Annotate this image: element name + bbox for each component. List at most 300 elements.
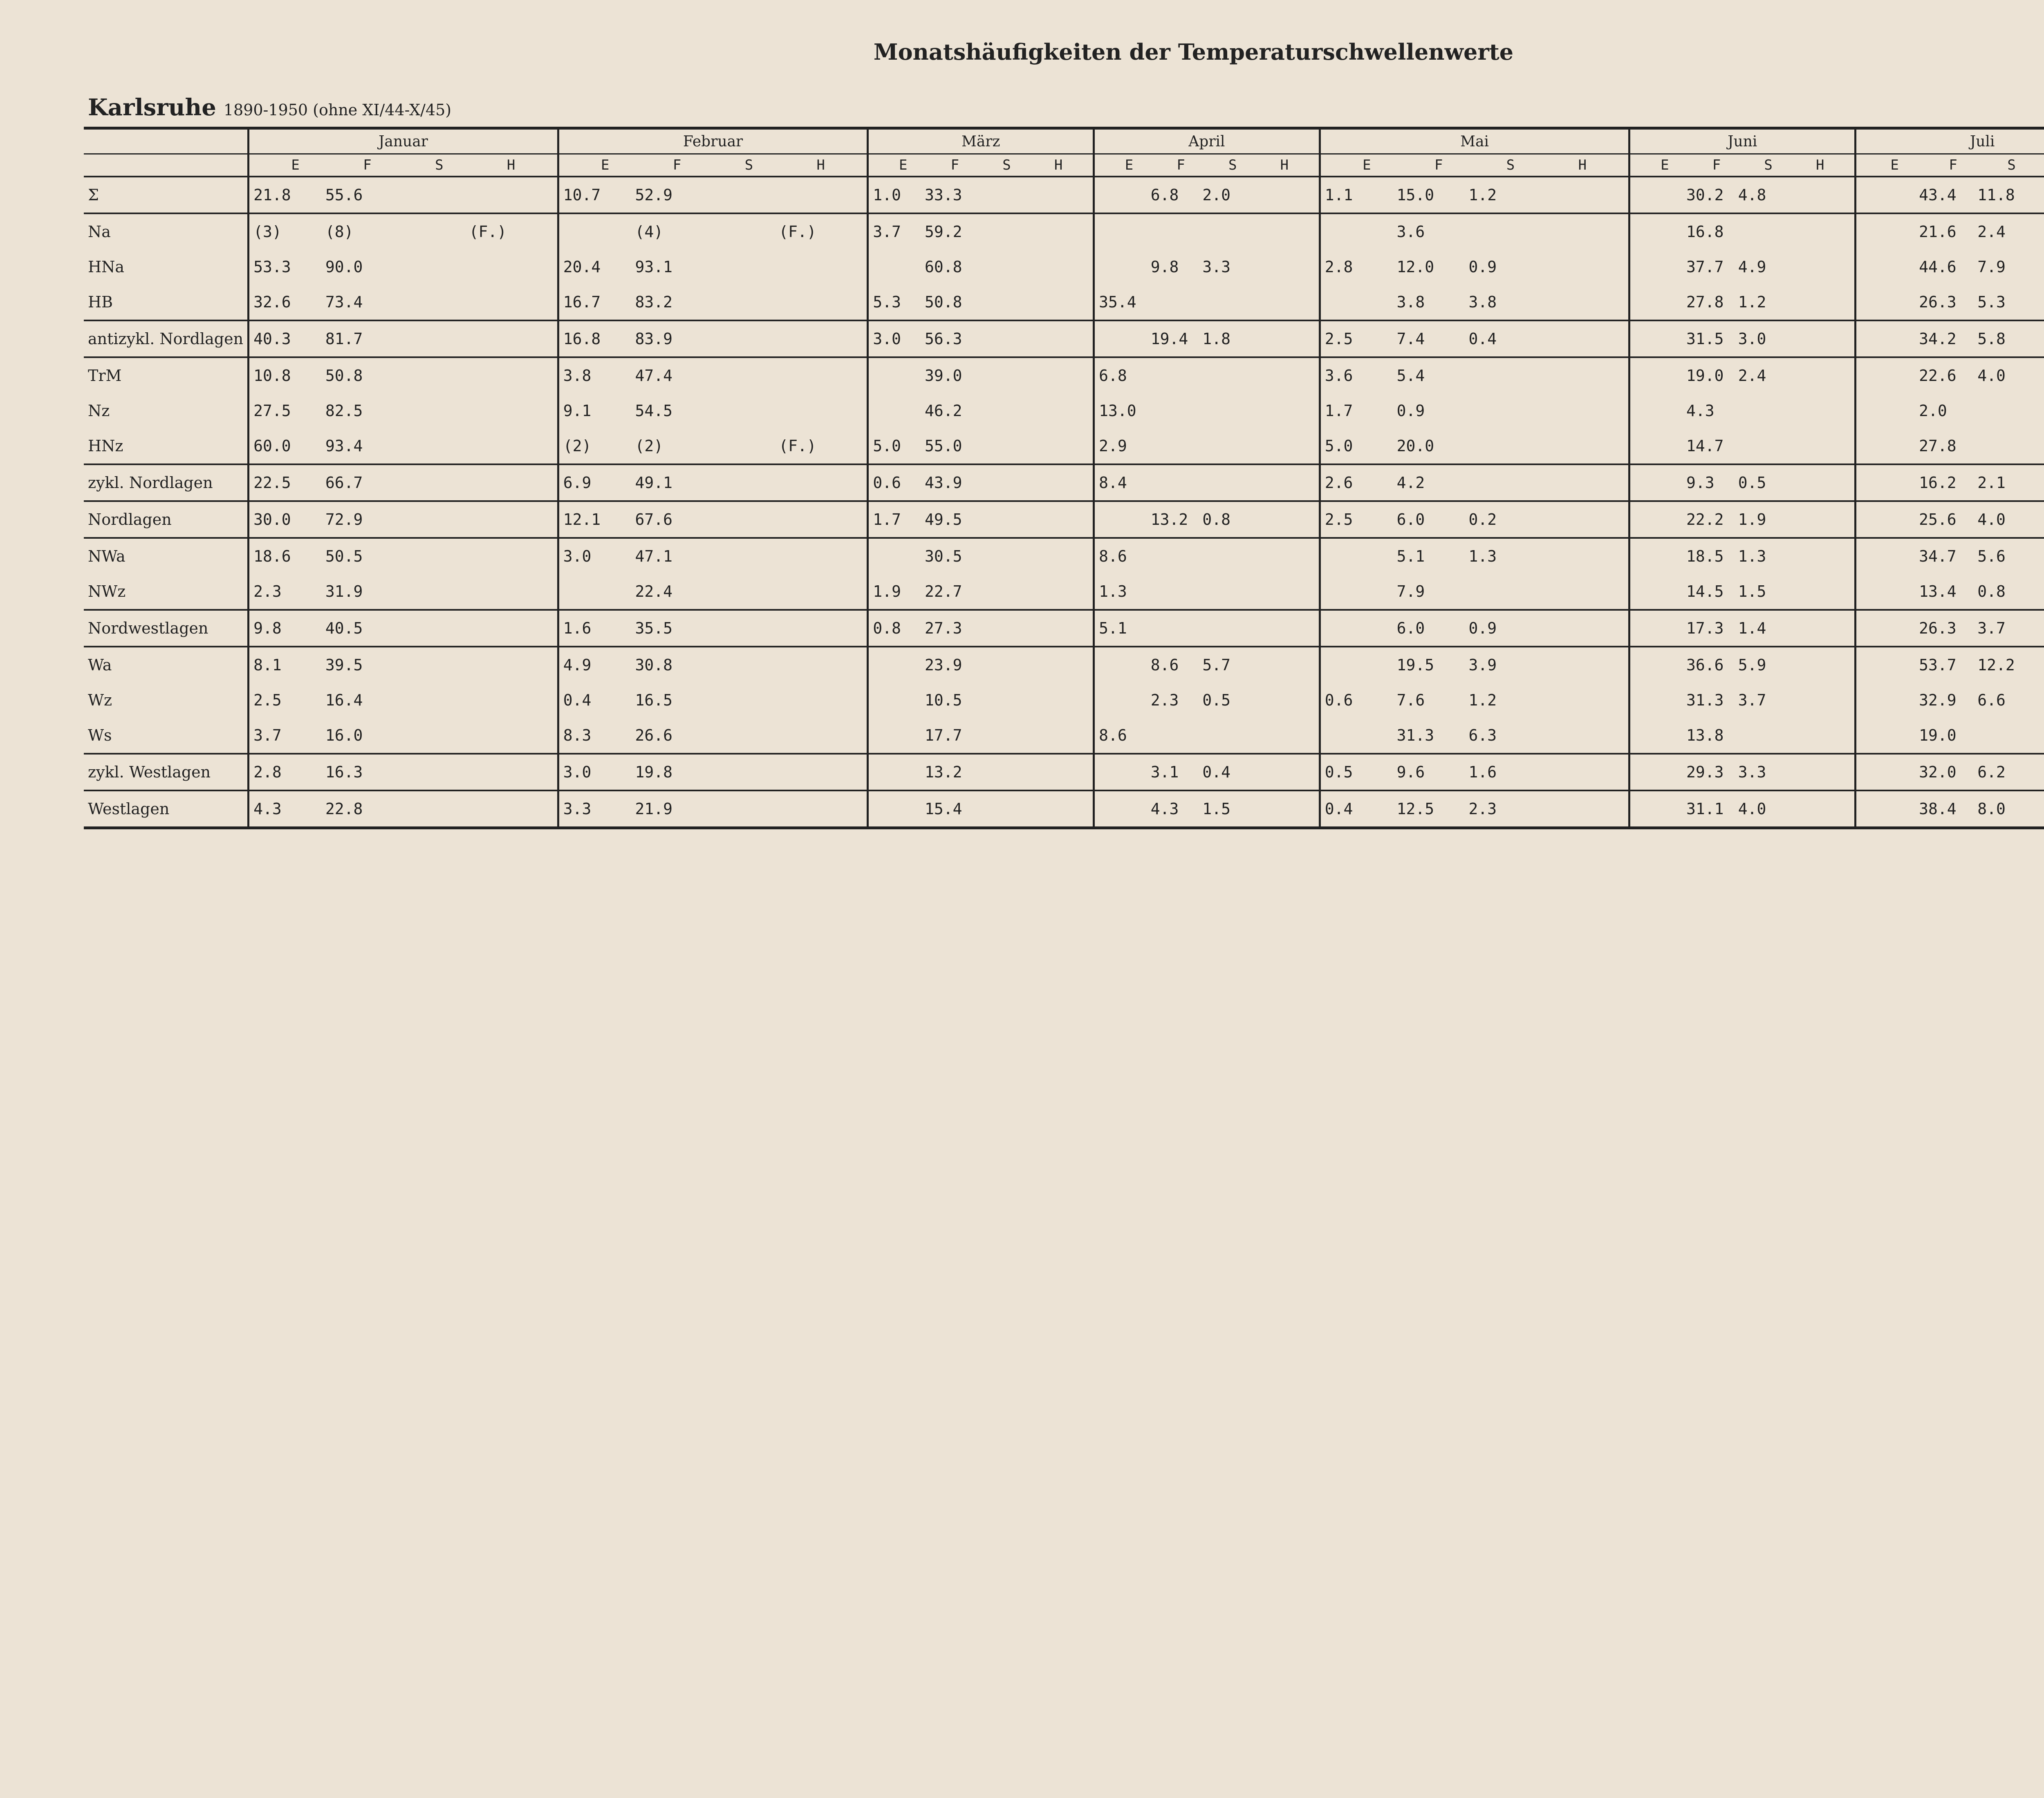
cell-value: 32.6 [253, 293, 291, 311]
table-row [84, 284, 2044, 320]
cell-value: 67.6 [635, 511, 673, 528]
cell-value: 29.3 [1686, 763, 1724, 781]
cell-value: 0.8 [873, 619, 901, 637]
subcolumn-label: H [1815, 157, 1824, 173]
cell-value: 22.8 [325, 800, 363, 818]
month-cell [868, 249, 1094, 284]
cell-value: 3.0 [873, 330, 901, 348]
month-cell [1320, 428, 1629, 464]
cell-value: 1.5 [1738, 582, 1766, 600]
month-cell [558, 357, 868, 393]
cell-value: 5.6 [1977, 547, 2006, 565]
cell-value: 0.9 [1468, 258, 1497, 276]
cell-value: (4) [635, 223, 663, 241]
cell-value: 8.6 [1099, 726, 1127, 744]
subcolumn-label: F [672, 157, 681, 173]
cell-value: 16.0 [325, 726, 363, 744]
station-name: Karlsruhe [88, 94, 216, 121]
cell-value: 3.7 [1977, 619, 2006, 637]
cell-value: (F.) [469, 223, 507, 241]
cell-value: 22.7 [924, 582, 962, 600]
row-label: HB [88, 293, 113, 311]
table-row [84, 574, 2044, 610]
month-cell [1320, 320, 1629, 357]
table-row [84, 501, 2044, 538]
cell-value: 10.7 [563, 186, 601, 204]
cell-value: 3.8 [1468, 293, 1497, 311]
cell-value: 0.8 [1977, 582, 2006, 600]
row-label: antizykl. Nordlagen [84, 320, 249, 357]
month-cell [1094, 213, 1320, 249]
row-label: Nordlagen [84, 501, 249, 538]
month-cell [1629, 790, 1856, 828]
table-row [84, 790, 2044, 828]
subcolumn-header-group [1856, 154, 2044, 177]
cell-value: 40.3 [253, 330, 291, 348]
cell-value: 2.8 [253, 763, 282, 781]
cell-value: 6.9 [563, 474, 592, 492]
cell-value: 27.8 [1919, 437, 1957, 455]
month-cell [558, 177, 868, 213]
cell-value: 56.3 [924, 330, 962, 348]
subcolumn-label: S [1228, 157, 1237, 173]
month-cell [558, 574, 868, 610]
month-cell [249, 610, 558, 647]
month-cell [249, 213, 558, 249]
row-label: Σ [84, 177, 249, 213]
cell-value: 5.1 [1099, 619, 1127, 637]
cell-value: 2.0 [1919, 402, 1947, 420]
month-cell [1856, 538, 2044, 574]
cell-value: 18.5 [1686, 547, 1724, 565]
cell-value: 5.1 [1396, 547, 1425, 565]
cell-value: 12.2 [1977, 656, 2015, 674]
cell-value: 4.3 [253, 800, 282, 818]
month-cell [868, 538, 1094, 574]
month-header: Februar [558, 128, 868, 154]
cell-value: 33.3 [924, 186, 962, 204]
row-label: Westlagen [84, 790, 249, 828]
month-cell [868, 464, 1094, 501]
row-label: NWz [88, 582, 126, 600]
table-row [84, 428, 2044, 464]
month-cell [249, 357, 558, 393]
table-row [84, 320, 2044, 357]
cell-value: 12.5 [1396, 800, 1434, 818]
month-cell [558, 428, 868, 464]
month-cell [1856, 790, 2044, 828]
cell-value: 6.8 [1099, 367, 1127, 385]
cell-value: 2.6 [1325, 474, 1353, 492]
cell-value: 2.3 [1150, 691, 1179, 709]
cell-value: 72.9 [325, 511, 363, 528]
month-header-row [84, 128, 2044, 154]
cell-value: 49.1 [635, 474, 673, 492]
cell-value: 38.4 [1919, 800, 1957, 818]
month-cell [1094, 284, 1320, 320]
month-cell [558, 647, 868, 683]
cell-value: 22.6 [1919, 367, 1957, 385]
table-row [84, 177, 2044, 213]
cell-value: 83.9 [635, 330, 673, 348]
subcolumn-label: S [435, 157, 444, 173]
row-label: Ws [88, 726, 112, 744]
cell-value: 16.3 [325, 763, 363, 781]
month-cell [249, 754, 558, 790]
subcolumn-label: S [1002, 157, 1011, 173]
cell-value: 3.0 [563, 763, 592, 781]
cell-value: 0.6 [873, 474, 901, 492]
cell-value: 16.8 [1686, 223, 1724, 241]
month-cell [249, 538, 558, 574]
subcolumn-header-group [1094, 154, 1320, 177]
subcolumn-label: H [507, 157, 515, 173]
month-cell [1320, 718, 1629, 754]
cell-value: 9.1 [563, 402, 592, 420]
month-cell [1856, 464, 2044, 501]
cell-value: 4.0 [1977, 511, 2006, 528]
month-cell [1320, 284, 1629, 320]
cell-value: 5.0 [1325, 437, 1353, 455]
cell-value: 66.7 [325, 474, 363, 492]
month-cell [868, 754, 1094, 790]
cell-value: 59.2 [924, 223, 962, 241]
month-cell [1856, 213, 2044, 249]
month-cell [1094, 428, 1320, 464]
month-cell [1094, 790, 1320, 828]
cell-value: 3.7 [253, 726, 282, 744]
month-cell [868, 428, 1094, 464]
month-cell [558, 320, 868, 357]
table-body [84, 177, 2044, 828]
month-cell [868, 610, 1094, 647]
month-cell [1094, 754, 1320, 790]
table-row [84, 718, 2044, 754]
cell-value: 50.8 [924, 293, 962, 311]
month-cell [249, 574, 558, 610]
cell-value: 1.8 [1202, 330, 1230, 348]
cell-value: 0.6 [1325, 691, 1353, 709]
cell-value: 27.3 [924, 619, 962, 637]
cell-value: 2.5 [253, 691, 282, 709]
cell-value: 0.5 [1202, 691, 1230, 709]
month-cell [1629, 610, 1856, 647]
month-cell [1629, 320, 1856, 357]
cell-value: 19.5 [1396, 656, 1434, 674]
cell-value: 1.2 [1738, 293, 1766, 311]
cell-value: 31.3 [1396, 726, 1434, 744]
month-cell [1094, 464, 1320, 501]
cell-value: 13.0 [1099, 402, 1136, 420]
cell-value: 3.9 [1468, 656, 1497, 674]
subcolumn-label: F [1949, 157, 1957, 173]
month-cell [1320, 501, 1629, 538]
cell-value: 81.7 [325, 330, 363, 348]
cell-value: 26.3 [1919, 619, 1957, 637]
month-cell [558, 538, 868, 574]
month-cell [1629, 213, 1856, 249]
cell-value: 5.0 [873, 437, 901, 455]
subcolumn-header-group [1629, 154, 1856, 177]
subcolumn-label: F [363, 157, 372, 173]
cell-value: 17.7 [924, 726, 962, 744]
cell-value: 49.5 [924, 511, 962, 528]
cell-value: 2.9 [1099, 437, 1127, 455]
row-label: zykl. Nordlagen [84, 464, 249, 501]
month-cell [1094, 357, 1320, 393]
subcolumn-label: S [1506, 157, 1515, 173]
month-cell [1856, 249, 2044, 284]
subcolumn-label: H [1578, 157, 1587, 173]
month-cell [558, 718, 868, 754]
cell-value: 8.4 [1099, 474, 1127, 492]
cell-value: 0.9 [1396, 402, 1425, 420]
cell-value: 3.6 [1396, 223, 1425, 241]
cell-value: 0.4 [1202, 763, 1230, 781]
subcolumn-label: F [1434, 157, 1443, 173]
station-heading-left [88, 94, 451, 121]
subcolumn-label: F [950, 157, 959, 173]
month-cell [1320, 754, 1629, 790]
month-cell [868, 393, 1094, 428]
cell-value: 7.4 [1396, 330, 1425, 348]
month-cell [1094, 647, 1320, 683]
subcolumn-label: F [1177, 157, 1185, 173]
subcolumn-label: E [899, 157, 908, 173]
subcolumn-header-group [558, 154, 868, 177]
cell-value: 82.5 [325, 402, 363, 420]
cell-value: 0.2 [1468, 511, 1497, 528]
cell-value: 5.9 [1738, 656, 1766, 674]
subcolumn-header-group [868, 154, 1094, 177]
month-cell [1856, 393, 2044, 428]
cell-value: 3.3 [1738, 763, 1766, 781]
cell-value: 32.0 [1919, 763, 1957, 781]
month-cell [868, 213, 1094, 249]
cell-value: 5.7 [1202, 656, 1230, 674]
month-cell [249, 718, 558, 754]
month-cell [249, 501, 558, 538]
cell-value: 2.4 [1977, 223, 2006, 241]
cell-value: 9.3 [1686, 474, 1715, 492]
cell-value: 26.3 [1919, 293, 1957, 311]
cell-value: 8.6 [1099, 547, 1127, 565]
table-row [84, 357, 2044, 393]
cell-value: 50.5 [325, 547, 363, 565]
month-cell [1320, 647, 1629, 683]
cell-value: 16.4 [325, 691, 363, 709]
month-cell [1320, 610, 1629, 647]
frequency-table [84, 127, 2044, 829]
cell-value: 34.2 [1919, 330, 1957, 348]
cell-value: 13.2 [924, 763, 962, 781]
cell-value: 22.5 [253, 474, 291, 492]
month-cell [1094, 718, 1320, 754]
month-cell [1320, 683, 1629, 718]
month-cell [249, 647, 558, 683]
cell-value: 0.9 [1468, 619, 1497, 637]
subcolumn-header-row [84, 154, 2044, 177]
cell-value: 21.9 [635, 800, 673, 818]
cell-value: 2.1 [1977, 474, 2006, 492]
month-cell [1629, 574, 1856, 610]
cell-value: 1.6 [563, 619, 592, 637]
cell-value: 25.6 [1919, 511, 1957, 528]
month-cell [249, 683, 558, 718]
cell-value: 31.9 [325, 582, 363, 600]
month-cell [249, 284, 558, 320]
table-row [84, 647, 2044, 683]
cell-value: 4.3 [1150, 800, 1179, 818]
cell-value: 39.0 [924, 367, 962, 385]
month-cell [1094, 538, 1320, 574]
row-label: HNz [88, 437, 123, 455]
cell-value: 0.5 [1738, 474, 1766, 492]
month-cell [868, 647, 1094, 683]
cell-value: 22.2 [1686, 511, 1724, 528]
cell-value: 4.8 [1738, 186, 1766, 204]
month-cell [1856, 718, 2044, 754]
cell-value: (2) [563, 437, 592, 455]
cell-value: 1.2 [1468, 691, 1497, 709]
table-row [84, 213, 2044, 249]
table-row [84, 393, 2044, 428]
month-cell [1320, 464, 1629, 501]
subcolumn-label: H [1054, 157, 1063, 173]
cell-value: 55.6 [325, 186, 363, 204]
month-cell [558, 393, 868, 428]
cell-value: 1.5 [1202, 800, 1230, 818]
cell-value: 23.9 [924, 656, 962, 674]
cell-value: 12.1 [563, 511, 601, 528]
month-cell [1320, 574, 1629, 610]
cell-value: 6.6 [1977, 691, 2006, 709]
cell-value: 5.3 [1977, 293, 2006, 311]
subcolumn-label: E [601, 157, 610, 173]
month-cell [1629, 284, 1856, 320]
month-cell [558, 683, 868, 718]
subcolumn-label: E [1363, 157, 1371, 173]
cell-value: 30.8 [635, 656, 673, 674]
cell-value: 26.6 [635, 726, 673, 744]
cell-value: 37.7 [1686, 258, 1724, 276]
cell-value: 19.8 [635, 763, 673, 781]
cell-value: 53.7 [1919, 656, 1957, 674]
row-label: Na [84, 213, 249, 249]
month-cell [558, 754, 868, 790]
cell-value: 8.0 [1977, 800, 2006, 818]
month-header: März [868, 128, 1094, 154]
month-header: Mai [1320, 128, 1629, 154]
month-cell [1856, 754, 2044, 790]
cell-value: 0.4 [1468, 330, 1497, 348]
cell-value: 13.8 [1686, 726, 1724, 744]
cell-value: 3.0 [563, 547, 592, 565]
month-cell [1094, 249, 1320, 284]
cell-value: 14.5 [1686, 582, 1724, 600]
cell-value: (8) [325, 223, 354, 241]
cell-value: 9.8 [1150, 258, 1179, 276]
cell-value: 54.5 [635, 402, 673, 420]
cell-value: 6.2 [1977, 763, 2006, 781]
cell-value: 1.1 [1325, 186, 1353, 204]
cell-value: 20.0 [1396, 437, 1434, 455]
cell-value: 10.8 [253, 367, 291, 385]
month-cell [558, 284, 868, 320]
cell-value: 3.7 [1738, 691, 1766, 709]
month-cell [1856, 574, 2044, 610]
cell-value: 5.3 [873, 293, 901, 311]
cell-value: 9.8 [253, 619, 282, 637]
cell-value: 35.4 [1099, 293, 1136, 311]
cell-value: 14.7 [1686, 437, 1724, 455]
month-cell [1856, 683, 2044, 718]
table-row [84, 538, 2044, 574]
cell-value: 16.8 [563, 330, 601, 348]
month-cell [249, 320, 558, 357]
cell-value: 32.9 [1919, 691, 1957, 709]
cell-value: 43.9 [924, 474, 962, 492]
table-row [84, 249, 2044, 284]
cell-value: 34.7 [1919, 547, 1957, 565]
cell-value: 8.3 [563, 726, 592, 744]
month-cell [1856, 284, 2044, 320]
cell-value: 13.4 [1919, 582, 1957, 600]
cell-value: 31.5 [1686, 330, 1724, 348]
month-cell [1629, 464, 1856, 501]
cell-value: 83.2 [635, 293, 673, 311]
month-cell [1320, 249, 1629, 284]
cell-value: 15.4 [924, 800, 962, 818]
cell-value: 1.0 [873, 186, 901, 204]
month-cell [868, 320, 1094, 357]
month-cell [1629, 501, 1856, 538]
month-cell [868, 284, 1094, 320]
cell-value: 4.9 [563, 656, 592, 674]
month-cell [558, 610, 868, 647]
month-cell [1094, 393, 1320, 428]
month-cell [249, 177, 558, 213]
cell-value: 50.8 [325, 367, 363, 385]
month-cell [1629, 177, 1856, 213]
cell-value: 39.5 [325, 656, 363, 674]
cell-value: 2.4 [1738, 367, 1766, 385]
cell-value: 3.7 [873, 223, 901, 241]
month-cell [1094, 683, 1320, 718]
month-cell [249, 393, 558, 428]
cell-value: 52.9 [635, 186, 673, 204]
cell-value: 30.5 [924, 547, 962, 565]
month-cell [1629, 718, 1856, 754]
subcolumn-label: E [1890, 157, 1899, 173]
cell-value: 12.0 [1396, 258, 1434, 276]
cell-value: 1.4 [1738, 619, 1766, 637]
label-column-header [84, 128, 249, 154]
cell-value: (3) [253, 223, 282, 241]
cell-value: 2.5 [1325, 330, 1353, 348]
cell-value: 2.3 [1468, 800, 1497, 818]
cell-value: 60.8 [924, 258, 962, 276]
month-cell [1320, 177, 1629, 213]
cell-value: 3.1 [1150, 763, 1179, 781]
month-cell [558, 213, 868, 249]
subcolumn-label: E [291, 157, 300, 173]
month-cell [1629, 683, 1856, 718]
cell-value: 18.6 [253, 547, 291, 565]
subcolumn-label: E [1661, 157, 1669, 173]
month-cell [249, 249, 558, 284]
subcolumn-label: H [816, 157, 825, 173]
